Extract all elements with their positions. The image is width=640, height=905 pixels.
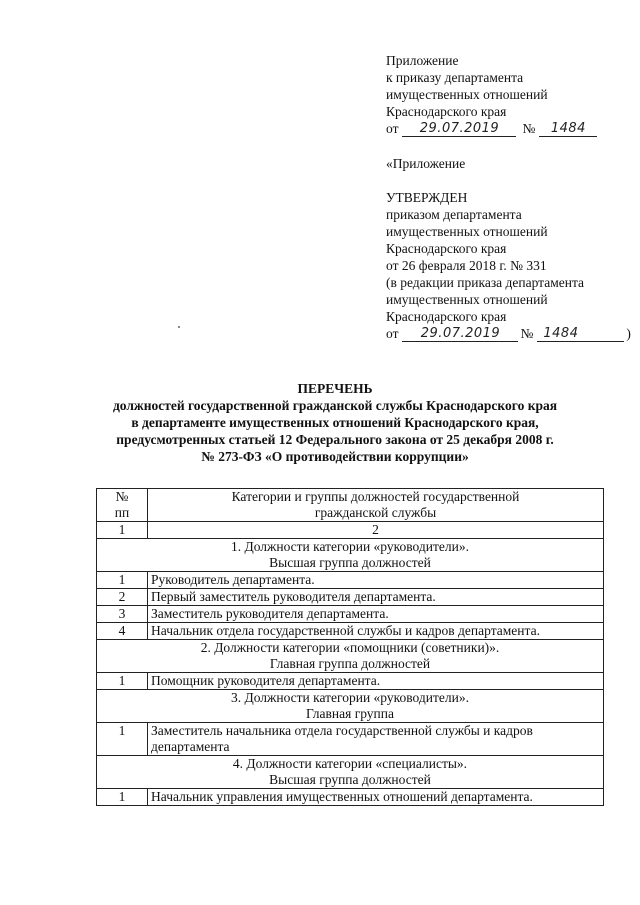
positions-table (96, 488, 604, 806)
document-title (90, 380, 580, 465)
table-row (97, 623, 604, 640)
approval-line: имущественных отношений (386, 292, 548, 307)
table-index-row (97, 522, 604, 539)
approval-line: имущественных отношений (386, 224, 548, 239)
title-line: должностей государственной гражданской службы Краснодарского края (112, 398, 558, 413)
title-line: № 273-ФЗ «О противодействии коррупции» (201, 449, 469, 464)
approval-block (386, 155, 631, 342)
index-name: 2 (148, 522, 604, 539)
row-position: Заместитель руководителя департамента. (148, 606, 604, 623)
row-position: Заместитель начальника отдела государственной службы и кадров департамента (148, 723, 604, 756)
appendix-block (386, 52, 626, 137)
title-line: предусмотренных статьей 12 Федерального закона от 25 декабря 2008 г. (116, 432, 554, 447)
title-heading: ПЕРЕЧЕНЬ (297, 381, 373, 396)
row-number: 3 (97, 606, 148, 623)
appendix-line: имущественных отношений (386, 87, 548, 102)
header-name: Категории и группы должностей государственной гражданской службы (148, 489, 604, 522)
approval-line: Краснодарского края (386, 241, 507, 256)
number-prefix: № (520, 326, 534, 341)
date-prefix: от (386, 326, 399, 341)
row-number: 1 (97, 789, 148, 806)
handwritten-number: 1484 (539, 121, 597, 137)
table-section-row (97, 756, 604, 789)
row-position: Начальник отдела государственной службы и кадров департамента. (148, 623, 604, 640)
table-row (97, 789, 604, 806)
section-title: 1. Должности категории «руководители». Высшая группа должностей (97, 539, 604, 572)
closing-parenthesis: ) (626, 326, 631, 341)
appendix-line: Краснодарского края (386, 104, 507, 119)
row-number: 1 (97, 723, 148, 756)
date-prefix: от (386, 121, 399, 136)
row-position: Первый заместитель руководителя департамента. (148, 589, 604, 606)
row-position: Руководитель департамента. (148, 572, 604, 589)
table-row (97, 606, 604, 623)
appendix-line: Приложение (386, 53, 459, 68)
approval-line: Краснодарского края (386, 309, 507, 324)
table-section-row (97, 640, 604, 673)
row-number: 1 (97, 673, 148, 690)
handwritten-date: 29.07.2019 (402, 121, 516, 137)
row-number: 4 (97, 623, 148, 640)
table-header-row (97, 489, 604, 522)
section-title: 3. Должности категории «руководители». Главная группа (97, 690, 604, 723)
row-number: 1 (97, 572, 148, 589)
approval-line: приказом департамента (386, 207, 522, 222)
approval-open-label: «Приложение (386, 156, 466, 171)
scan-speck (178, 326, 180, 328)
appendix-line: к приказу департамента (386, 70, 524, 85)
table-row (97, 589, 604, 606)
table-row (97, 723, 604, 756)
row-number: 2 (97, 589, 148, 606)
approval-line: от 26 февраля 2018 г. № 331 (386, 258, 547, 273)
appendix-date-line (386, 120, 626, 137)
table-section-row (97, 690, 604, 723)
section-title: 2. Должности категории «помощники (советники)». Главная группа должностей (97, 640, 604, 673)
row-position: Помощник руководителя департамента. (148, 673, 604, 690)
row-position: Начальник управления имущественных отношений департамента. (148, 789, 604, 806)
approval-heading: УТВЕРЖДЕН (386, 190, 468, 205)
title-line: в департаменте имущественных отношений Краснодарского края, (131, 415, 539, 430)
table-section-row (97, 539, 604, 572)
section-title: 4. Должности категории «специалисты». Высшая группа должностей (97, 756, 604, 789)
approval-date-line (386, 325, 631, 342)
handwritten-number: 1484 (537, 326, 624, 342)
header-num: № пп (97, 489, 148, 522)
approval-line: (в редакции приказа департамента (386, 275, 585, 290)
handwritten-date: 29.07.2019 (402, 326, 518, 342)
table-row (97, 572, 604, 589)
number-prefix: № (522, 121, 536, 136)
table-row (97, 673, 604, 690)
index-num: 1 (97, 522, 148, 539)
